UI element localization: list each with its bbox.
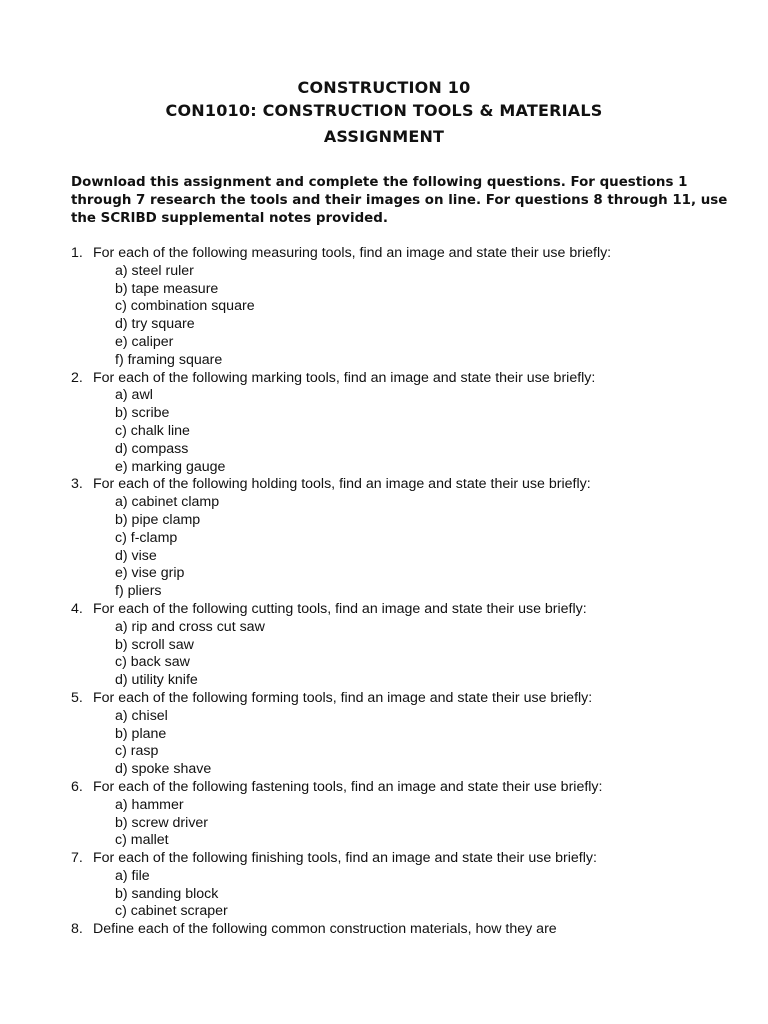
question-2-item: b) scribe	[115, 405, 170, 422]
question-list	[71, 245, 731, 939]
question-1-item: e) caliper	[115, 333, 174, 350]
question-2-item: c) chalk line	[115, 422, 190, 439]
question-7-item: a) file	[115, 867, 150, 884]
question-number: 3.	[71, 476, 83, 493]
instructions-line: through 7 research the tools and their images on line. For questions 8 through 11, use	[71, 193, 728, 208]
question-4	[71, 601, 731, 619]
instructions-line: the SCRIBD supplemental notes provided.	[71, 211, 388, 226]
question-4-item: b) scroll saw	[115, 636, 194, 653]
question-number: 5.	[71, 689, 83, 706]
question-5-item: a) chisel	[115, 707, 168, 724]
question-1	[71, 245, 731, 263]
question-text: For each of the following measuring tools, find an image and state their use briefly:	[93, 245, 612, 261]
question-number: 8.	[71, 921, 83, 938]
question-7	[71, 850, 731, 868]
question-6-item: c) mallet	[115, 832, 169, 849]
question-5-item: b) plane	[115, 725, 167, 742]
question-1-item: d) try square	[115, 316, 195, 333]
question-1-item: c) combination square	[115, 298, 255, 315]
question-2-item: a) awl	[115, 387, 153, 404]
question-5-item: c) rasp	[115, 743, 159, 760]
question-4-item: a) rip and cross cut saw	[115, 618, 265, 635]
instructions-line: Download this assignment and complete the following questions. For questions 1	[71, 175, 688, 190]
question-text: For each of the following fastening tools, find an image and state their use briefly:	[93, 778, 603, 795]
document-title: CONSTRUCTION 10	[297, 78, 471, 97]
question-6-item: b) screw driver	[115, 814, 209, 831]
question-6	[71, 779, 731, 797]
question-3-item: e) vise grip	[115, 565, 185, 582]
question-4-item: d) utility knife	[115, 672, 198, 689]
question-4-item: c) back saw	[115, 654, 190, 671]
question-text: For each of the following finishing tools, find an image and state their use briefly:	[93, 850, 597, 867]
question-1-item: b) tape measure	[115, 280, 219, 297]
question-3-item: b) pipe clamp	[115, 511, 201, 528]
course-title: CON1010: CONSTRUCTION TOOLS & MATERIALS	[165, 101, 603, 120]
question-1-item: f) framing square	[115, 351, 223, 368]
question-8	[71, 921, 731, 939]
question-5	[71, 690, 731, 708]
question-number: 6.	[71, 778, 83, 795]
question-5-item: d) spoke shave	[115, 761, 212, 778]
question-3-item: f) pliers	[115, 583, 162, 600]
question-2-item: e) marking gauge	[115, 458, 226, 475]
question-text: For each of the following marking tools, find an image and state their use briefly:	[93, 369, 596, 386]
question-2	[71, 370, 731, 388]
question-3-item: d) vise	[115, 547, 157, 564]
question-6-item: a) hammer	[115, 796, 184, 813]
instructions-paragraph	[71, 174, 728, 228]
question-number: 2.	[71, 369, 83, 386]
question-3-item: a) cabinet clamp	[115, 494, 220, 511]
question-7-item: c) cabinet scraper	[115, 903, 228, 920]
question-number: 7.	[71, 850, 83, 867]
question-text: Define each of the following common construction materials, how they are	[93, 921, 557, 938]
question-text: For each of the following holding tools, find an image and state their use briefly:	[93, 476, 591, 493]
question-number: 4.	[71, 600, 83, 617]
question-number: 1.	[71, 245, 83, 261]
question-3	[71, 476, 731, 494]
question-1-item: a) steel ruler	[115, 262, 194, 279]
question-3-item: c) f-clamp	[115, 529, 178, 546]
question-2-item: d) compass	[115, 440, 189, 457]
assignment-heading: ASSIGNMENT	[323, 127, 445, 146]
question-text: For each of the following cutting tools, find an image and state their use briefly:	[93, 600, 587, 617]
question-text: For each of the following forming tools, find an image and state their use briefly:	[93, 689, 593, 706]
question-7-item: b) sanding block	[115, 885, 219, 902]
